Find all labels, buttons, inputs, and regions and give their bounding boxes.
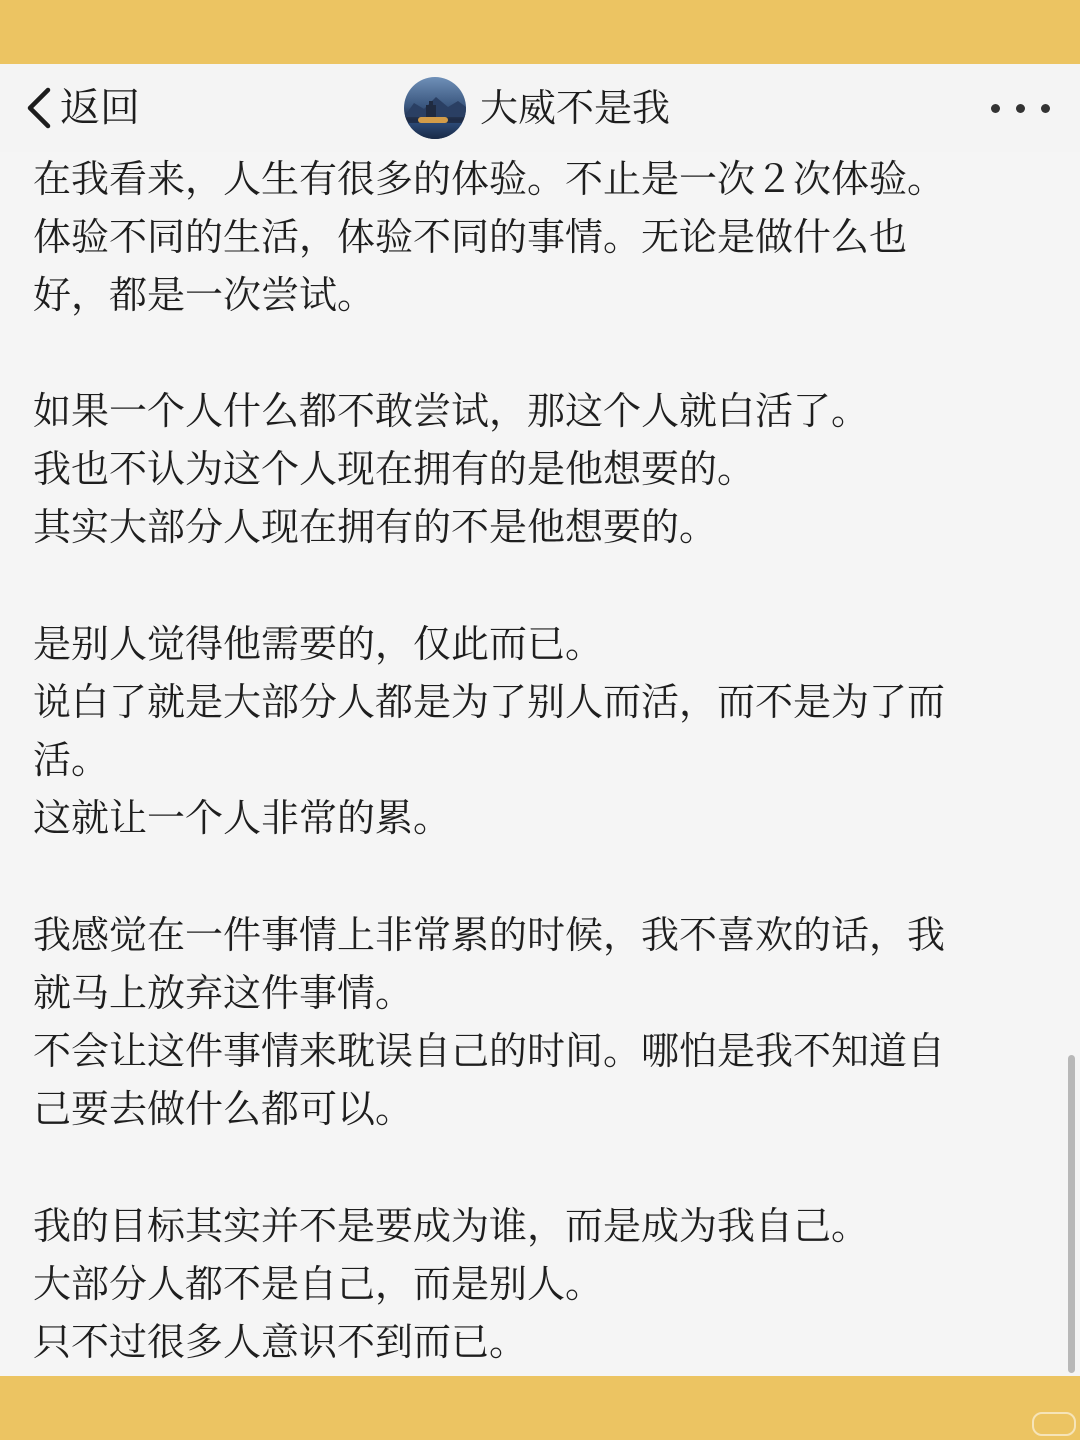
more-dot (1041, 104, 1050, 113)
text-line: 好，都是一次尝试。 (33, 273, 376, 317)
chevron-left-icon (24, 86, 52, 130)
text-line: 我也不认为这个人现在拥有的是他想要的。 (33, 447, 756, 491)
more-button[interactable] (991, 64, 1050, 152)
author-name: 大威不是我 (480, 86, 671, 130)
more-dots-icon (991, 104, 1000, 113)
avatar-mountain-shape (404, 95, 466, 117)
navigation-bar (0, 64, 1080, 152)
avatar[interactable] (404, 77, 466, 139)
avatar-water (404, 123, 466, 139)
bottom-yellow-band (0, 1376, 1080, 1440)
text-line: 活。 (33, 738, 110, 782)
text-line: 其实大部分人现在拥有的不是他想要的。 (33, 505, 718, 549)
text-line: 我的目标其实并不是要成为谁，而是成为我自己。 (33, 1204, 870, 1248)
text-line: 就马上放弃这件事情。 (33, 971, 414, 1015)
text-line: 我感觉在一件事情上非常累的时候，我不喜欢的话，我 (33, 913, 946, 957)
text-line: 己要去做什么都可以。 (33, 1087, 414, 1131)
top-yellow-band (0, 0, 1080, 64)
watermark-badge (1032, 1412, 1076, 1436)
text-line: 是别人觉得他需要的，仅此而已。 (33, 622, 604, 666)
author-header[interactable] (404, 64, 670, 152)
back-button[interactable] (24, 64, 140, 152)
text-line: 只不过很多人意识不到而已。 (33, 1320, 528, 1364)
more-dot (1016, 104, 1025, 113)
back-label: 返回 (60, 85, 140, 131)
text-line: 体验不同的生活，体验不同的事情。无论是做什么也 (33, 215, 908, 259)
text-line: 大部分人都不是自己，而是别人。 (33, 1262, 604, 1306)
text-line: 如果一个人什么都不敢尝试，那这个人就白活了。 (33, 389, 870, 433)
article-content (0, 152, 1080, 1376)
text-line: 这就让一个人非常的累。 (33, 796, 452, 840)
text-line: 不会让这件事情来耽误自己的时间。哪怕是我不知道自 (33, 1029, 946, 1073)
text-line: 说白了就是大部分人都是为了别人而活，而不是为了而 (33, 680, 946, 724)
text-line: 在我看来，人生有很多的体验。不止是一次２次体验。 (33, 157, 946, 201)
scrollbar[interactable] (1068, 1055, 1075, 1373)
